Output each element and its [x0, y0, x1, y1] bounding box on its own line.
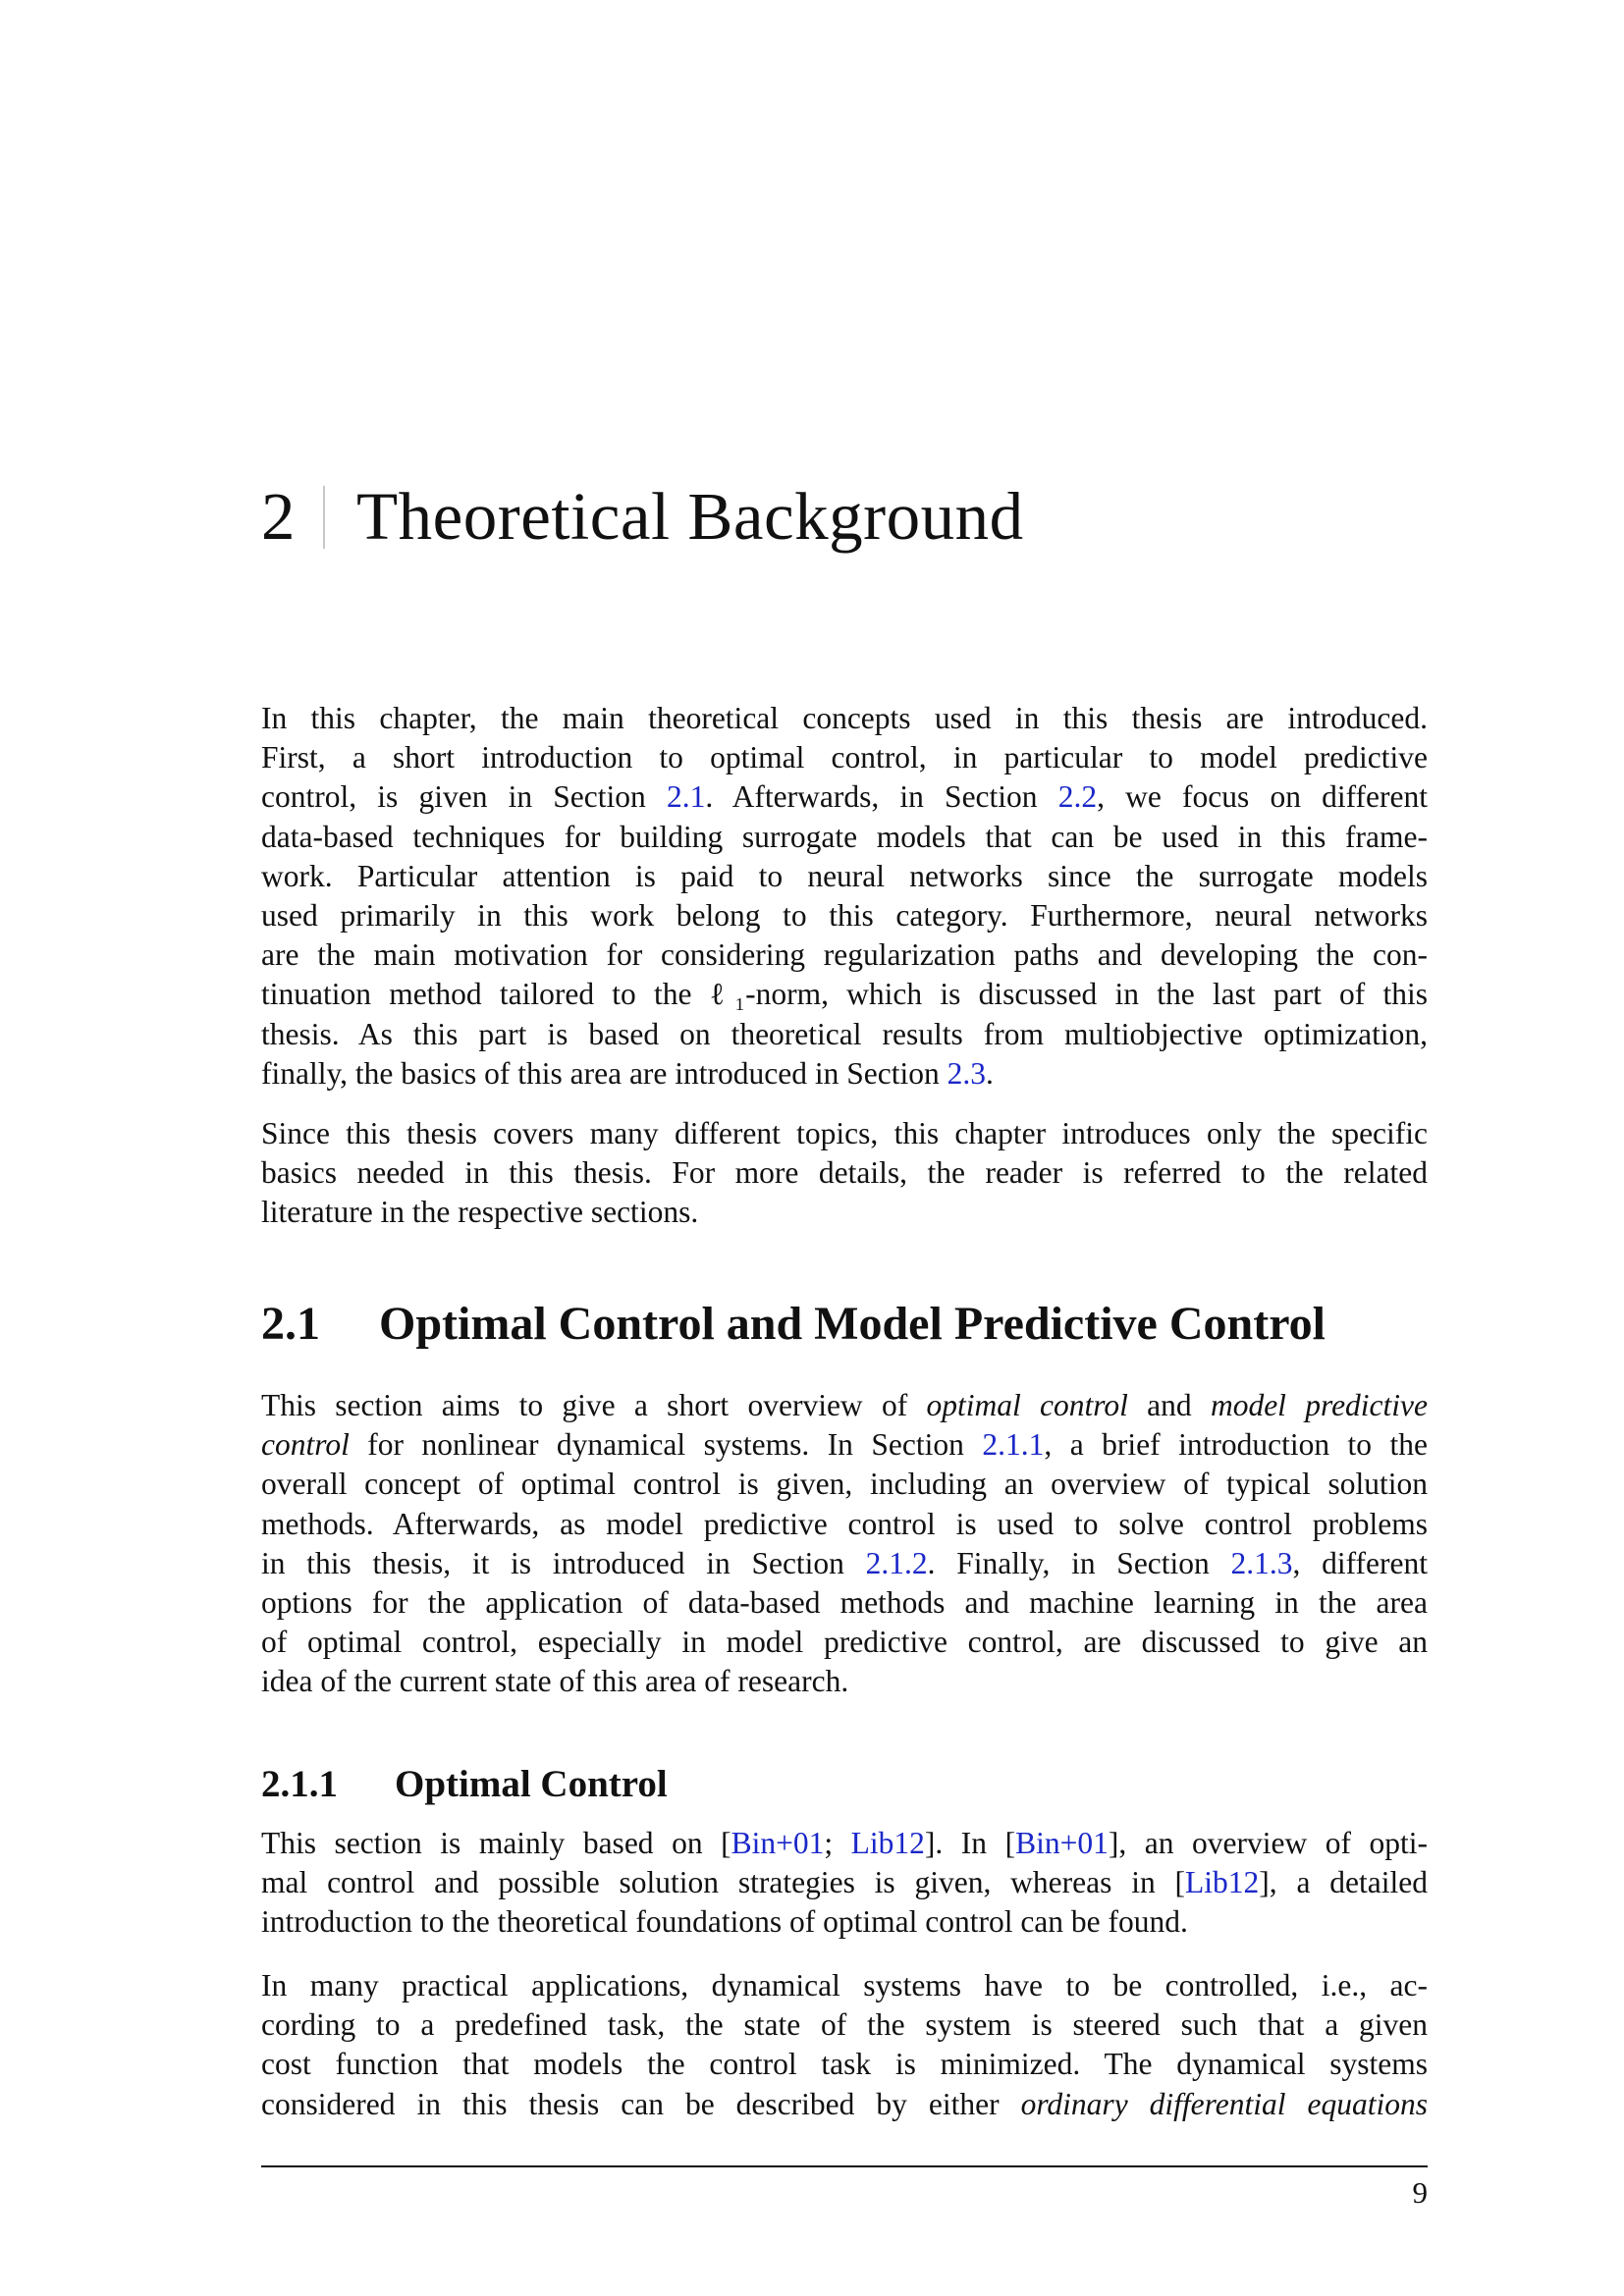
chapter-number: 2 — [261, 479, 296, 554]
text-line: control, is given in Section 2.1. Afterwards, in Section 2.2, we focus on different — [261, 779, 1428, 815]
citation-link-lib12[interactable]: Lib12 — [1185, 1865, 1260, 1900]
thesis-page — [261, 0, 1428, 2296]
text-line: In this chapter, the main theoretical concepts used in this thesis are introduced. — [261, 701, 1428, 735]
text-line: overall concept of optimal control is given, including an overview of typical solution — [261, 1467, 1428, 1502]
section-heading-2-1 — [261, 1298, 1326, 1350]
citation-link-bin01[interactable]: Bin+01 — [1015, 1826, 1109, 1860]
text-line: thesis. As this part is based on theoretical results from multiobjective optimization, — [261, 1016, 1428, 1051]
intro-paragraph-2 — [261, 1114, 1428, 1233]
chapter-title: Theoretical Background — [356, 479, 1024, 554]
text-line: tinuation method tailored to the ℓ₁-norm, which is discussed in the last part of this — [261, 977, 1428, 1012]
footer-rule — [261, 2165, 1428, 2167]
text-line: are the main motivation for considering regularization paths and developing the con- — [261, 937, 1428, 973]
subsection-2-1-1-paragraph-2 — [261, 1966, 1428, 2124]
subsection-2-1-1-paragraph-1 — [261, 1824, 1428, 1943]
chapter-heading — [261, 479, 1024, 554]
text-line: idea of the current state of this area of research. — [261, 1664, 849, 1699]
subsection-number: 2.1.1 — [261, 1763, 338, 1805]
text-line: mal control and possible solution strategies is given, whereas in [Lib12], a detailed — [261, 1865, 1428, 1900]
text-line: options for the application of data-based methods and machine learning in the area — [261, 1585, 1428, 1621]
citation-link-lib12[interactable]: Lib12 — [850, 1826, 925, 1860]
text-line: of optimal control, especially in model predictive control, are discussed to give an — [261, 1625, 1428, 1660]
section-link-2-1[interactable]: 2.1 — [666, 779, 706, 815]
text-line: basics needed in this thesis. For more details, the reader is referred to the related — [261, 1155, 1428, 1191]
section-link-2-2[interactable]: 2.2 — [1057, 779, 1098, 815]
text-line: cording to a predefined task, the state of the system is steered such that a given — [261, 2007, 1428, 2043]
citation-link-bin01[interactable]: Bin+01 — [731, 1826, 825, 1860]
text-line: considered in this thesis can be described by either ordinary differential equations — [261, 2086, 1428, 2121]
text-line: In many practical applications, dynamical systems have to be controlled, i.e., ac- — [261, 1968, 1428, 2002]
text-line: used primarily in this work belong to this category. Furthermore, neural networks — [261, 898, 1428, 934]
section-link-2-3[interactable]: 2.3 — [947, 1055, 986, 1091]
subsection-heading-2-1-1 — [261, 1765, 668, 1803]
text-line: This section is mainly based on [Bin+01; Lib12]. In [Bin+01], an overview of opti- — [261, 1826, 1428, 1860]
intro-paragraph-1 — [261, 699, 1428, 1094]
section-link-2-1-2[interactable]: 2.1.2 — [865, 1545, 928, 1580]
text-line: cost function that models the control task is minimized. The dynamical systems — [261, 2047, 1428, 2082]
chapter-separator — [323, 486, 325, 549]
text-line: Since this thesis covers many different topics, this chapter introduces only the specific — [261, 1116, 1428, 1150]
subsection-title: Optimal Control — [395, 1763, 668, 1805]
section-number: 2.1 — [261, 1298, 320, 1350]
text-line: introduction to the theoretical foundations of optimal control can be found. — [261, 1904, 1188, 1940]
text-line: methods. Afterwards, as model predictive control is used to solve control problems — [261, 1506, 1428, 1541]
text-line: control for nonlinear dynamical systems. In Section 2.1.1, a brief introduction to the — [261, 1427, 1429, 1463]
section-link-2-1-1[interactable]: 2.1.1 — [982, 1427, 1045, 1463]
text-line: in this thesis, it is introduced in Section 2.1.2. Finally, in Section 2.1.3, different — [261, 1545, 1428, 1580]
text-line: work. Particular attention is paid to neural networks since the surrogate models — [261, 858, 1428, 893]
text-line: data-based techniques for building surrogate models that can be used in this frame- — [261, 819, 1428, 854]
text-line: finally, the basics of this area are introduced in Section 2.3. — [261, 1055, 994, 1091]
page-number: 9 — [1412, 2175, 1428, 2210]
text-line: First, a short introduction to optimal control, in particular to model predictive — [261, 740, 1428, 775]
text-line: This section aims to give a short overview of optimal control and model predictive — [261, 1388, 1428, 1422]
text-line: literature in the respective sections. — [261, 1195, 699, 1230]
section-2-1-paragraph — [261, 1386, 1428, 1702]
section-link-2-1-3[interactable]: 2.1.3 — [1230, 1545, 1293, 1580]
section-title: Optimal Control and Model Predictive Control — [379, 1298, 1326, 1350]
